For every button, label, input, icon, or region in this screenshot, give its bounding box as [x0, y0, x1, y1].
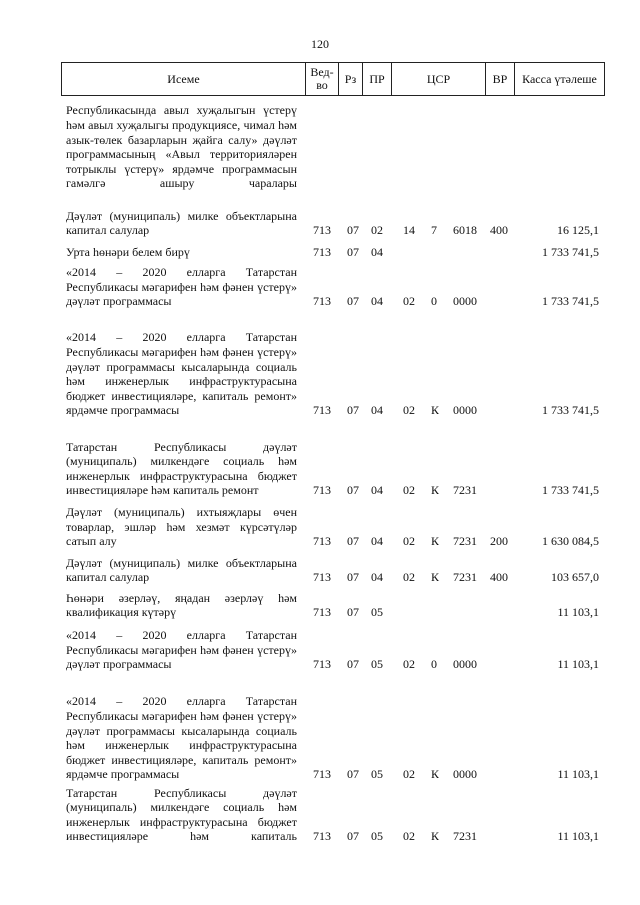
cell-pr: 05 — [371, 657, 383, 671]
cell-sum: 1 630 084,5 — [542, 534, 599, 548]
row-name: Дәүләт (муниципаль) милке объектларына капитал салулар — [66, 208, 297, 238]
cell-pr: 04 — [371, 245, 383, 259]
cell-csr-3: 7231 — [453, 829, 477, 843]
cell-pr: 05 — [371, 767, 383, 781]
cell-rz: 07 — [347, 657, 359, 671]
cell-pr: 05 — [371, 829, 383, 843]
row-name: «2014 – 2020 елларга Татарстан Республикасы мәгарифен һәм фәнен үстерү» дәүләт программасы кысаларында социаль һәм инженерлык инфраструктурасына бюджет инвестицияләре, капиталь ремонт» ярдәмче программасы — [66, 330, 297, 418]
cell-csr-2: К — [431, 534, 440, 548]
cell-ved: 713 — [313, 657, 331, 671]
cell-rz: 07 — [347, 605, 359, 619]
cell-ved: 713 — [313, 403, 331, 417]
cell-ved: 713 — [313, 829, 331, 843]
cell-csr-3: 7231 — [453, 570, 477, 584]
cell-sum: 1 733 741,5 — [542, 483, 599, 497]
row-name: «2014 – 2020 елларга Татарстан Республикасы мәгарифен һәм фәнен үстерү» дәүләт программасы — [66, 265, 297, 309]
cell-vr: 400 — [490, 570, 508, 584]
cell-rz: 07 — [347, 223, 359, 237]
cell-ved: 713 — [313, 570, 331, 584]
header-vr: ВР — [485, 62, 515, 96]
cell-sum: 11 103,1 — [557, 767, 599, 781]
cell-csr-2: 0 — [431, 294, 437, 308]
cell-csr-2: 7 — [431, 223, 437, 237]
cell-sum: 11 103,1 — [557, 829, 599, 843]
cell-csr-1: 02 — [403, 657, 415, 671]
cell-csr-3: 0000 — [453, 403, 477, 417]
cell-rz: 07 — [347, 570, 359, 584]
row-name: Урта һөнәри белем бирү — [66, 245, 190, 260]
cell-pr: 04 — [371, 570, 383, 584]
cell-rz: 07 — [347, 294, 359, 308]
cell-sum: 11 103,1 — [557, 657, 599, 671]
table-row — [0, 498, 640, 549]
row-name: «2014 – 2020 елларга Татарстан Республикасы мәгарифен һәм фәнен үстерү» дәүләт программасы кысаларында социаль һәм инженерлык инфраструктурасына бюджет инвестицияләре, капиталь ремонт» ярдәмче программасы — [66, 694, 297, 782]
cell-sum: 1 733 741,5 — [542, 245, 599, 259]
row-name: Республикасында авыл хуҗалыгын үстерү һәм авыл хуҗалыгы продукциясе, чимал һәм азык-төлек базарларын җайга салу» дәүләт программасының «Авыл территорияләрен тотрыклы үстерү» ярдәмче программасын гамәлгә ашыру чаралары — [66, 103, 297, 191]
cell-rz: 07 — [347, 483, 359, 497]
table-row — [0, 260, 640, 309]
cell-csr-2: 0 — [431, 657, 437, 671]
table-body — [0, 96, 640, 844]
cell-sum: 16 125,1 — [557, 223, 599, 237]
header-pr: ПР — [362, 62, 392, 96]
cell-csr-2: К — [431, 403, 440, 417]
cell-sum: 11 103,1 — [557, 605, 599, 619]
cell-csr-2: К — [431, 483, 440, 497]
cell-sum: 103 657,0 — [551, 570, 599, 584]
cell-csr-1: 02 — [403, 570, 415, 584]
cell-csr-3: 6018 — [453, 223, 477, 237]
header-rz: Рз — [338, 62, 363, 96]
row-name: «2014 – 2020 елларга Татарстан Республикасы мәгарифен һәм фәнен үстерү» дәүләт программасы — [66, 628, 297, 672]
cell-rz: 07 — [347, 829, 359, 843]
cell-pr: 05 — [371, 605, 383, 619]
cell-vr: 200 — [490, 534, 508, 548]
cell-csr-3: 0000 — [453, 657, 477, 671]
cell-rz: 07 — [347, 767, 359, 781]
cell-pr: 04 — [371, 534, 383, 548]
cell-pr: 04 — [371, 483, 383, 497]
cell-pr: 04 — [371, 294, 383, 308]
cell-pr: 02 — [371, 223, 383, 237]
cell-csr-1: 02 — [403, 767, 415, 781]
cell-csr-1: 02 — [403, 829, 415, 843]
cell-csr-2: К — [431, 767, 440, 781]
cell-rz: 07 — [347, 403, 359, 417]
cell-csr-2: К — [431, 829, 440, 843]
cell-ved: 713 — [313, 294, 331, 308]
row-name: Татарстан Республикасы дәүләт (муниципаль) милкендәге социаль һәм инженерлык инфраструктурасына бюджет инвестицияләре һәм капиталь ремонт — [66, 439, 297, 498]
cell-rz: 07 — [347, 534, 359, 548]
cell-csr-1: 02 — [403, 294, 415, 308]
cell-ved: 713 — [313, 483, 331, 497]
row-name: Дәүләт (муниципаль) милке объектларына капитал салулар — [66, 555, 297, 585]
header-ved: Вед-во — [305, 62, 339, 96]
cell-csr-1: 02 — [403, 483, 415, 497]
cell-csr-3: 0000 — [453, 294, 477, 308]
table-row — [0, 418, 640, 498]
cell-vr: 400 — [490, 223, 508, 237]
cell-ved: 713 — [313, 605, 331, 619]
row-name: Һөнәри әзерләү, яңадан әзерләү һәм квалификация күтәрү — [66, 590, 297, 620]
cell-pr: 04 — [371, 403, 383, 417]
table-row — [0, 238, 640, 260]
table-row — [0, 200, 640, 238]
table-row — [0, 620, 640, 672]
cell-csr-1: 02 — [403, 403, 415, 417]
cell-csr-3: 7231 — [453, 483, 477, 497]
table-row — [0, 309, 640, 418]
table-header — [61, 62, 605, 96]
header-name: Исеме — [61, 62, 306, 96]
cell-csr-1: 14 — [403, 223, 415, 237]
row-name: Татарстан Республикасы дәүләт (муниципаль) милкендәге социаль һәм инженерлык инфраструктурасына бюджет инвестицияләре һәм капиталь — [66, 785, 297, 844]
table-row — [0, 585, 640, 620]
table-row — [0, 96, 640, 200]
cell-sum: 1 733 741,5 — [542, 294, 599, 308]
cell-ved: 713 — [313, 534, 331, 548]
page-number: 120 — [311, 37, 329, 51]
cell-csr-3: 7231 — [453, 534, 477, 548]
cell-ved: 713 — [313, 767, 331, 781]
cell-rz: 07 — [347, 245, 359, 259]
header-csr: ЦСР — [391, 62, 486, 96]
cell-csr-3: 0000 — [453, 767, 477, 781]
table-row — [0, 549, 640, 585]
cell-csr-2: К — [431, 570, 440, 584]
table-row — [0, 672, 640, 782]
row-name: Дәүләт (муниципаль) ихтыяҗлары өчен товарлар, эшләр һәм хезмәт күрсәтүләр сатып алу — [66, 505, 297, 549]
table-row — [0, 782, 640, 844]
cell-ved: 713 — [313, 245, 331, 259]
cell-sum: 1 733 741,5 — [542, 403, 599, 417]
header-kassa: Касса үтәлеше — [514, 62, 605, 96]
cell-ved: 713 — [313, 223, 331, 237]
cell-csr-1: 02 — [403, 534, 415, 548]
